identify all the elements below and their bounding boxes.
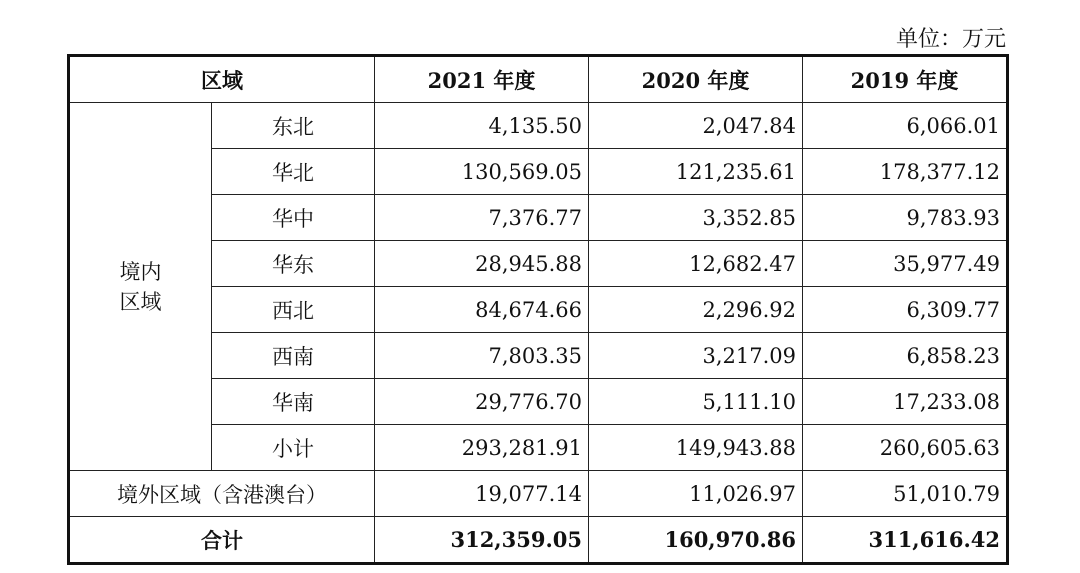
header-2019: 2019 年度 — [803, 56, 1008, 103]
value-2021: 293,281.91 — [375, 425, 589, 471]
region-name: 华中 — [212, 195, 375, 241]
value-2021: 4,135.50 — [375, 103, 589, 149]
value-2020: 3,352.85 — [589, 195, 803, 241]
value-2021: 84,674.66 — [375, 287, 589, 333]
unit-label: 单位：万元 — [895, 27, 1006, 52]
value-2019: 17,233.08 — [803, 379, 1008, 425]
header-2021: 2021 年度 — [375, 56, 589, 103]
value-2021: 7,376.77 — [375, 195, 589, 241]
value-2019: 51,010.79 — [803, 471, 1008, 517]
value-2020: 149,943.88 — [589, 425, 803, 471]
regional-revenue-table — [67, 54, 1009, 565]
value-2020: 5,111.10 — [589, 379, 803, 425]
region-name: 华东 — [212, 241, 375, 287]
value-2019: 35,977.49 — [803, 241, 1008, 287]
overseas-row — [69, 471, 1008, 517]
value-2021: 29,776.70 — [375, 379, 589, 425]
total-label: 合计 — [69, 517, 375, 564]
value-2020: 2,296.92 — [589, 287, 803, 333]
domestic-group-line2: 区域 — [119, 289, 162, 314]
value-2021: 7,803.35 — [375, 333, 589, 379]
value-2019: 6,858.23 — [803, 333, 1008, 379]
value-2020: 160,970.86 — [589, 517, 803, 564]
region-name: 西南 — [212, 333, 375, 379]
value-2019: 9,783.93 — [803, 195, 1008, 241]
table-row — [69, 103, 1008, 149]
domestic-group-cell — [69, 103, 212, 471]
header-2020: 2020 年度 — [589, 56, 803, 103]
value-2020: 11,026.97 — [589, 471, 803, 517]
value-2020: 3,217.09 — [589, 333, 803, 379]
region-name: 华南 — [212, 379, 375, 425]
value-2021: 28,945.88 — [375, 241, 589, 287]
value-2019: 6,066.01 — [803, 103, 1008, 149]
region-name: 华北 — [212, 149, 375, 195]
value-2021: 130,569.05 — [375, 149, 589, 195]
value-2019: 6,309.77 — [803, 287, 1008, 333]
header-region: 区域 — [69, 56, 375, 103]
domestic-group-line1: 境内 — [119, 259, 162, 284]
value-2019: 260,605.63 — [803, 425, 1008, 471]
value-2020: 2,047.84 — [589, 103, 803, 149]
value-2019: 311,616.42 — [803, 517, 1008, 564]
header-row — [69, 56, 1008, 103]
region-name: 境外区域（含港澳台） — [69, 471, 375, 517]
value-2021: 19,077.14 — [375, 471, 589, 517]
value-2020: 12,682.47 — [589, 241, 803, 287]
value-2019: 178,377.12 — [803, 149, 1008, 195]
total-row — [69, 517, 1008, 564]
value-2021: 312,359.05 — [375, 517, 589, 564]
region-name: 小计 — [212, 425, 375, 471]
value-2020: 121,235.61 — [589, 149, 803, 195]
region-name: 东北 — [212, 103, 375, 149]
region-name: 西北 — [212, 287, 375, 333]
